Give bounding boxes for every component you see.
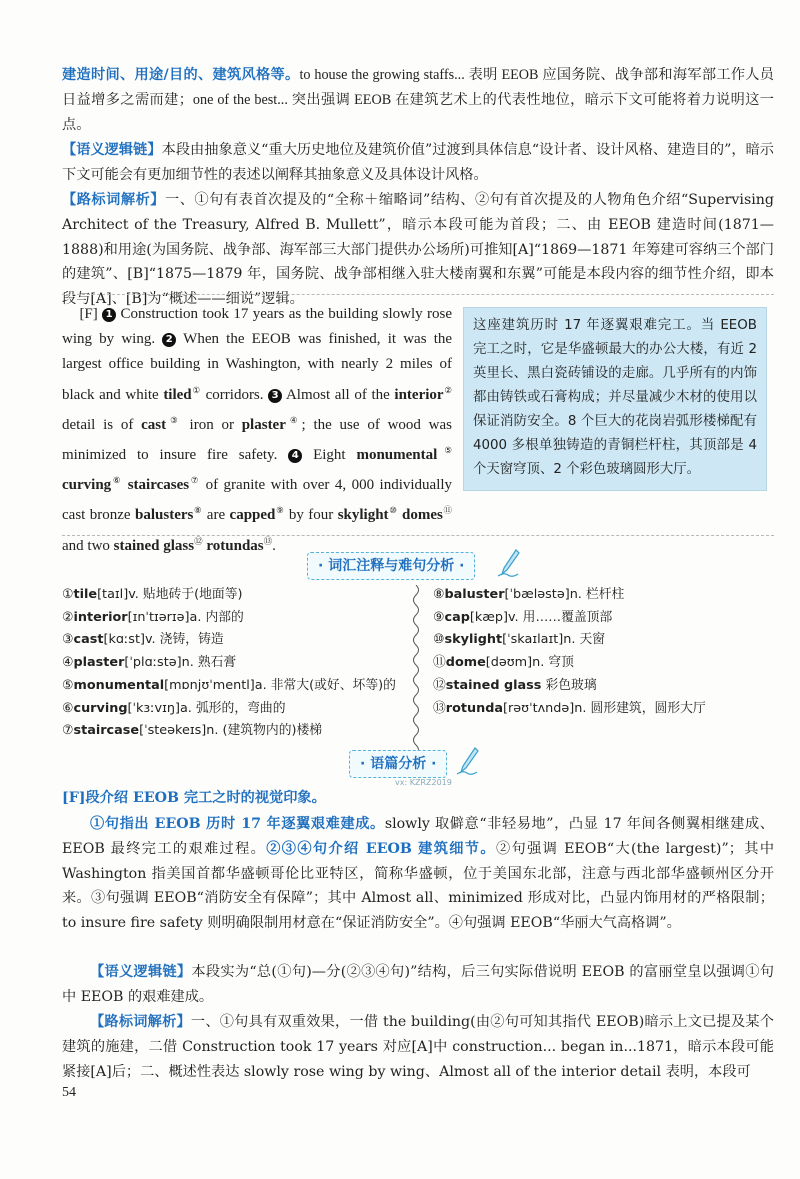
- sentence-3-end: ; the use of wood was minimized to insure fire safety.: [62, 416, 452, 464]
- paragraph-text: to house the growing staffs... 表明 EEOB 应国务院、战争部和海军部工作人员日益增多之需而建；one of the best... 突出强调 EEOB 在建筑艺术上的代表性地位，暗示下文可能将着力说明这一点。: [62, 67, 774, 133]
- vocab-ref: ⑧: [193, 505, 203, 516]
- sentence-number: 1: [102, 308, 116, 322]
- section-tag: 【路标词解析】: [62, 192, 166, 208]
- section-tag: 【语义逻辑链】: [62, 142, 162, 158]
- vocab-ref: ⑪: [442, 505, 453, 516]
- paragraph-text: 一、①句有表首次提及的“全称＋缩略词”结构、②句有首次提及的人物角色介绍“Supervising Architect of the Treasury, Alfred B. Mullett”，暗示本段可能为首段；二、由 EEOB 建造时间(1871—1888)和用途(为国务院、战争部、海军部三大部门提供办公场所)可推知[A]“1869—1871 年筹建可容纳三个部门的建筑”、[B]“1875—1879 年，国务院、战争部相继入驻大楼南翼和东翼”可能是本段内容的细节性介绍，即本段与[A]、[B]为“概述——细说”逻辑。: [62, 192, 774, 308]
- analysis-paragraph-3: [62, 1010, 774, 1084]
- vocab-item: ⑧baluster[ˈbæləstə]n. 栏杆柱: [433, 587, 625, 602]
- section-tag: 【语义逻辑链】: [90, 964, 192, 980]
- vocab-word: plaster: [241, 416, 286, 433]
- vocab-word: staircases: [127, 477, 190, 494]
- column-divider-wave: [410, 585, 422, 755]
- passage-paragraph-f: [62, 302, 452, 559]
- vocab-banner-title: · 词汇注释与难句分析 ·: [318, 558, 465, 574]
- vocab-ref: ⑫: [194, 535, 203, 546]
- sentence-number: 4: [288, 449, 302, 463]
- vocab-ref: ④: [285, 414, 302, 425]
- sentence-4-end: .: [272, 537, 276, 554]
- sentence-2-end: corridors.: [205, 386, 264, 403]
- analysis-banner-title: · 语篇分析 ·: [360, 756, 437, 772]
- vocab-word: monumental: [356, 447, 438, 464]
- vocab-word: balusters: [135, 507, 194, 524]
- translation-text: 这座建筑历时 17 年逐翼艰难完工。当 EEOB 完工之时，它是华盛顿最大的办公大楼，有近 2 英里长、黑白瓷砖铺设的走廊。几乎所有的内饰都由铸铁或石膏构成；并尽量减少木材的使用以保证消防安全。8 个巨大的花岗岩弧形楼梯配有 4000 多根单独铸造的青铜栏杆柱，其顶部是 4 个天窗穹顶、2 个彩色玻璃圆形大厅。: [473, 318, 757, 477]
- vocab-item: ①tile[taɪl]v. 贴地砖于(地面等): [62, 587, 243, 602]
- analysis-head-text: [F]段介绍 EEOB 完工之时的视觉印象。: [62, 790, 326, 806]
- vocab-word: skylight: [337, 507, 389, 524]
- vocab-ref: ⑤: [437, 445, 453, 456]
- vocab-ref: ⑥: [111, 475, 123, 486]
- paragraph-text: 一、①句具有双重效果，一借 the building(由②句可知其指代 EEOB)暗示上文已提及某个建筑的施建，二借 Construction took 17 years 对应[A]中 construction... began in...1871，暗示本段可能紧接[A]后；二、概述性表达 slowly rose wing by wing、Almost all of the interior detail 表明，本段可: [62, 1014, 774, 1080]
- sentence-4: Eight: [313, 447, 346, 464]
- vocab-list-right: [433, 584, 706, 720]
- vocab-item: ③cast[kɑːst]v. 浇铸，铸造: [62, 632, 224, 648]
- vocab-item: ⑬rotunda[rəʊˈtʌndə]n. 圆形建筑，圆形大厅: [433, 700, 706, 716]
- divider: [62, 294, 774, 295]
- vocab-list-left: [62, 584, 396, 743]
- divider: [62, 535, 774, 536]
- vocab-ref: ③: [166, 414, 182, 425]
- paragraph-text: 本段由抽象意义“重大历史地位及建筑价值”过渡到具体信息“设计者、设计风格、建造目的”，暗示下文可能会有更加细节性的表述以阐释其抽象意义及具体设计风格。: [62, 142, 774, 183]
- sentence-number: 3: [268, 389, 282, 403]
- paragraph-label: [F]: [79, 306, 98, 322]
- translation-box: [463, 307, 767, 491]
- analysis-paragraph-2: [62, 960, 774, 1010]
- vocab-item: ④plaster[ˈplɑːstə]n. 熟石膏: [62, 655, 237, 671]
- highlight-phrase: ②③④句介绍 EEOB 建筑细节。: [266, 840, 496, 857]
- analysis-banner: [349, 750, 447, 778]
- analysis-paragraph-1: [62, 812, 774, 936]
- vocab-ref: ⑬: [263, 535, 273, 546]
- vocab-word: stained glass: [113, 537, 195, 554]
- sentence-4: of granite with over 4, 000 individually cast bronze: [62, 477, 453, 524]
- section-tag: 【路标词解析】: [90, 1014, 191, 1030]
- sentence-2: When the EEOB was finished, it was the largest office building in Washington, with nearly 2 miles of black and white: [62, 331, 453, 403]
- page-number: 54: [62, 1085, 76, 1100]
- sentence-1: Construction took 17 years as the building slowly rose wing by wing.: [62, 306, 452, 348]
- pen-icon: [455, 746, 479, 776]
- analysis-heading: [62, 786, 774, 811]
- pen-icon: [496, 548, 520, 578]
- vocab-ref: ②: [443, 384, 453, 395]
- vocab-ref: ⑩: [388, 505, 398, 516]
- highlight-phrase: ①句指出 EEOB 历时 17 年逐翼艰难建成。: [90, 816, 385, 832]
- paragraph-text: 本段实为“总(①句)—分(②③④句)”结构，后三句实际借说明 EEOB 的富丽堂皇以强调①句中 EEOB 的艰难建成。: [62, 964, 774, 1005]
- vocab-word: capped: [229, 507, 276, 524]
- vocab-word: interior: [394, 386, 444, 403]
- vocab-ref: ⑦: [189, 475, 201, 486]
- sentence-4: and two: [62, 537, 110, 554]
- sentence-number: 2: [162, 333, 176, 347]
- vocab-item: ⑪dome[dəʊm]n. 穹顶: [433, 655, 574, 671]
- vocab-item: ⑥curving[ˈkɜːvɪŋ]a. 弧形的，弯曲的: [62, 700, 286, 716]
- vocab-item: ⑫stained glass 彩色玻璃: [433, 677, 597, 693]
- vocab-word: cast: [141, 416, 167, 433]
- sentence-4: by four: [288, 507, 334, 524]
- vocab-item: ⑩skylight[ˈskaɪlaɪt]n. 天窗: [433, 632, 606, 648]
- vocab-word: rotundas: [206, 537, 264, 554]
- sentence-3: Almost all of the: [285, 386, 390, 403]
- vocab-word: domes: [402, 507, 443, 524]
- sentence-3: iron or: [189, 416, 234, 433]
- top-paragraph-1: [62, 63, 774, 137]
- watermark: vx: KZRZ2019: [395, 778, 452, 787]
- vocab-word: tiled: [163, 386, 192, 403]
- highlight-phrase: 建造时间、用途/目的、建筑风格等。: [62, 67, 300, 83]
- top-paragraph-2: [62, 138, 774, 188]
- paragraph-text: slowly 取僻意“非轻易地”，凸显 17 年间各侧翼相继建成、EEOB 最终完工的艰难过程。: [62, 816, 774, 857]
- vocab-banner: [307, 552, 475, 580]
- sentence-3: detail is of: [62, 416, 134, 433]
- vocab-item: ⑤monumental[mɒnjʊˈmentl]a. 非常大(或好、坏等)的: [62, 677, 396, 693]
- vocab-ref: ⑨: [275, 505, 285, 516]
- sentence-4: are: [206, 507, 226, 524]
- vocab-item: ⑨cap[kæp]v. 用……覆盖顶部: [433, 609, 613, 625]
- vocab-item: ⑦staircase[ˈsteəkeɪs]n. (建筑物内的)楼梯: [62, 723, 323, 739]
- vocab-word: curving: [62, 477, 112, 494]
- vocab-ref: ①: [191, 384, 201, 395]
- paragraph-text: ②句强调 EEOB“大(the largest)”；其中 Washington 指美国首都华盛顿哥伦比亚特区，简称华盛顿，位于美国东北部，注意与西北部华盛顿州区分开来。③句强调 EEOB“消防安全有保障”；其中 Almost all、minimized 形成对比，凸显内饰用材的严格限制；to insure fire safety 则明确限制用材意在“保证消防安全”。④句强调 EEOB“华丽大气高格调”。: [62, 840, 775, 932]
- vocab-item: ②interior[ɪnˈtɪərɪə]a. 内部的: [62, 609, 244, 625]
